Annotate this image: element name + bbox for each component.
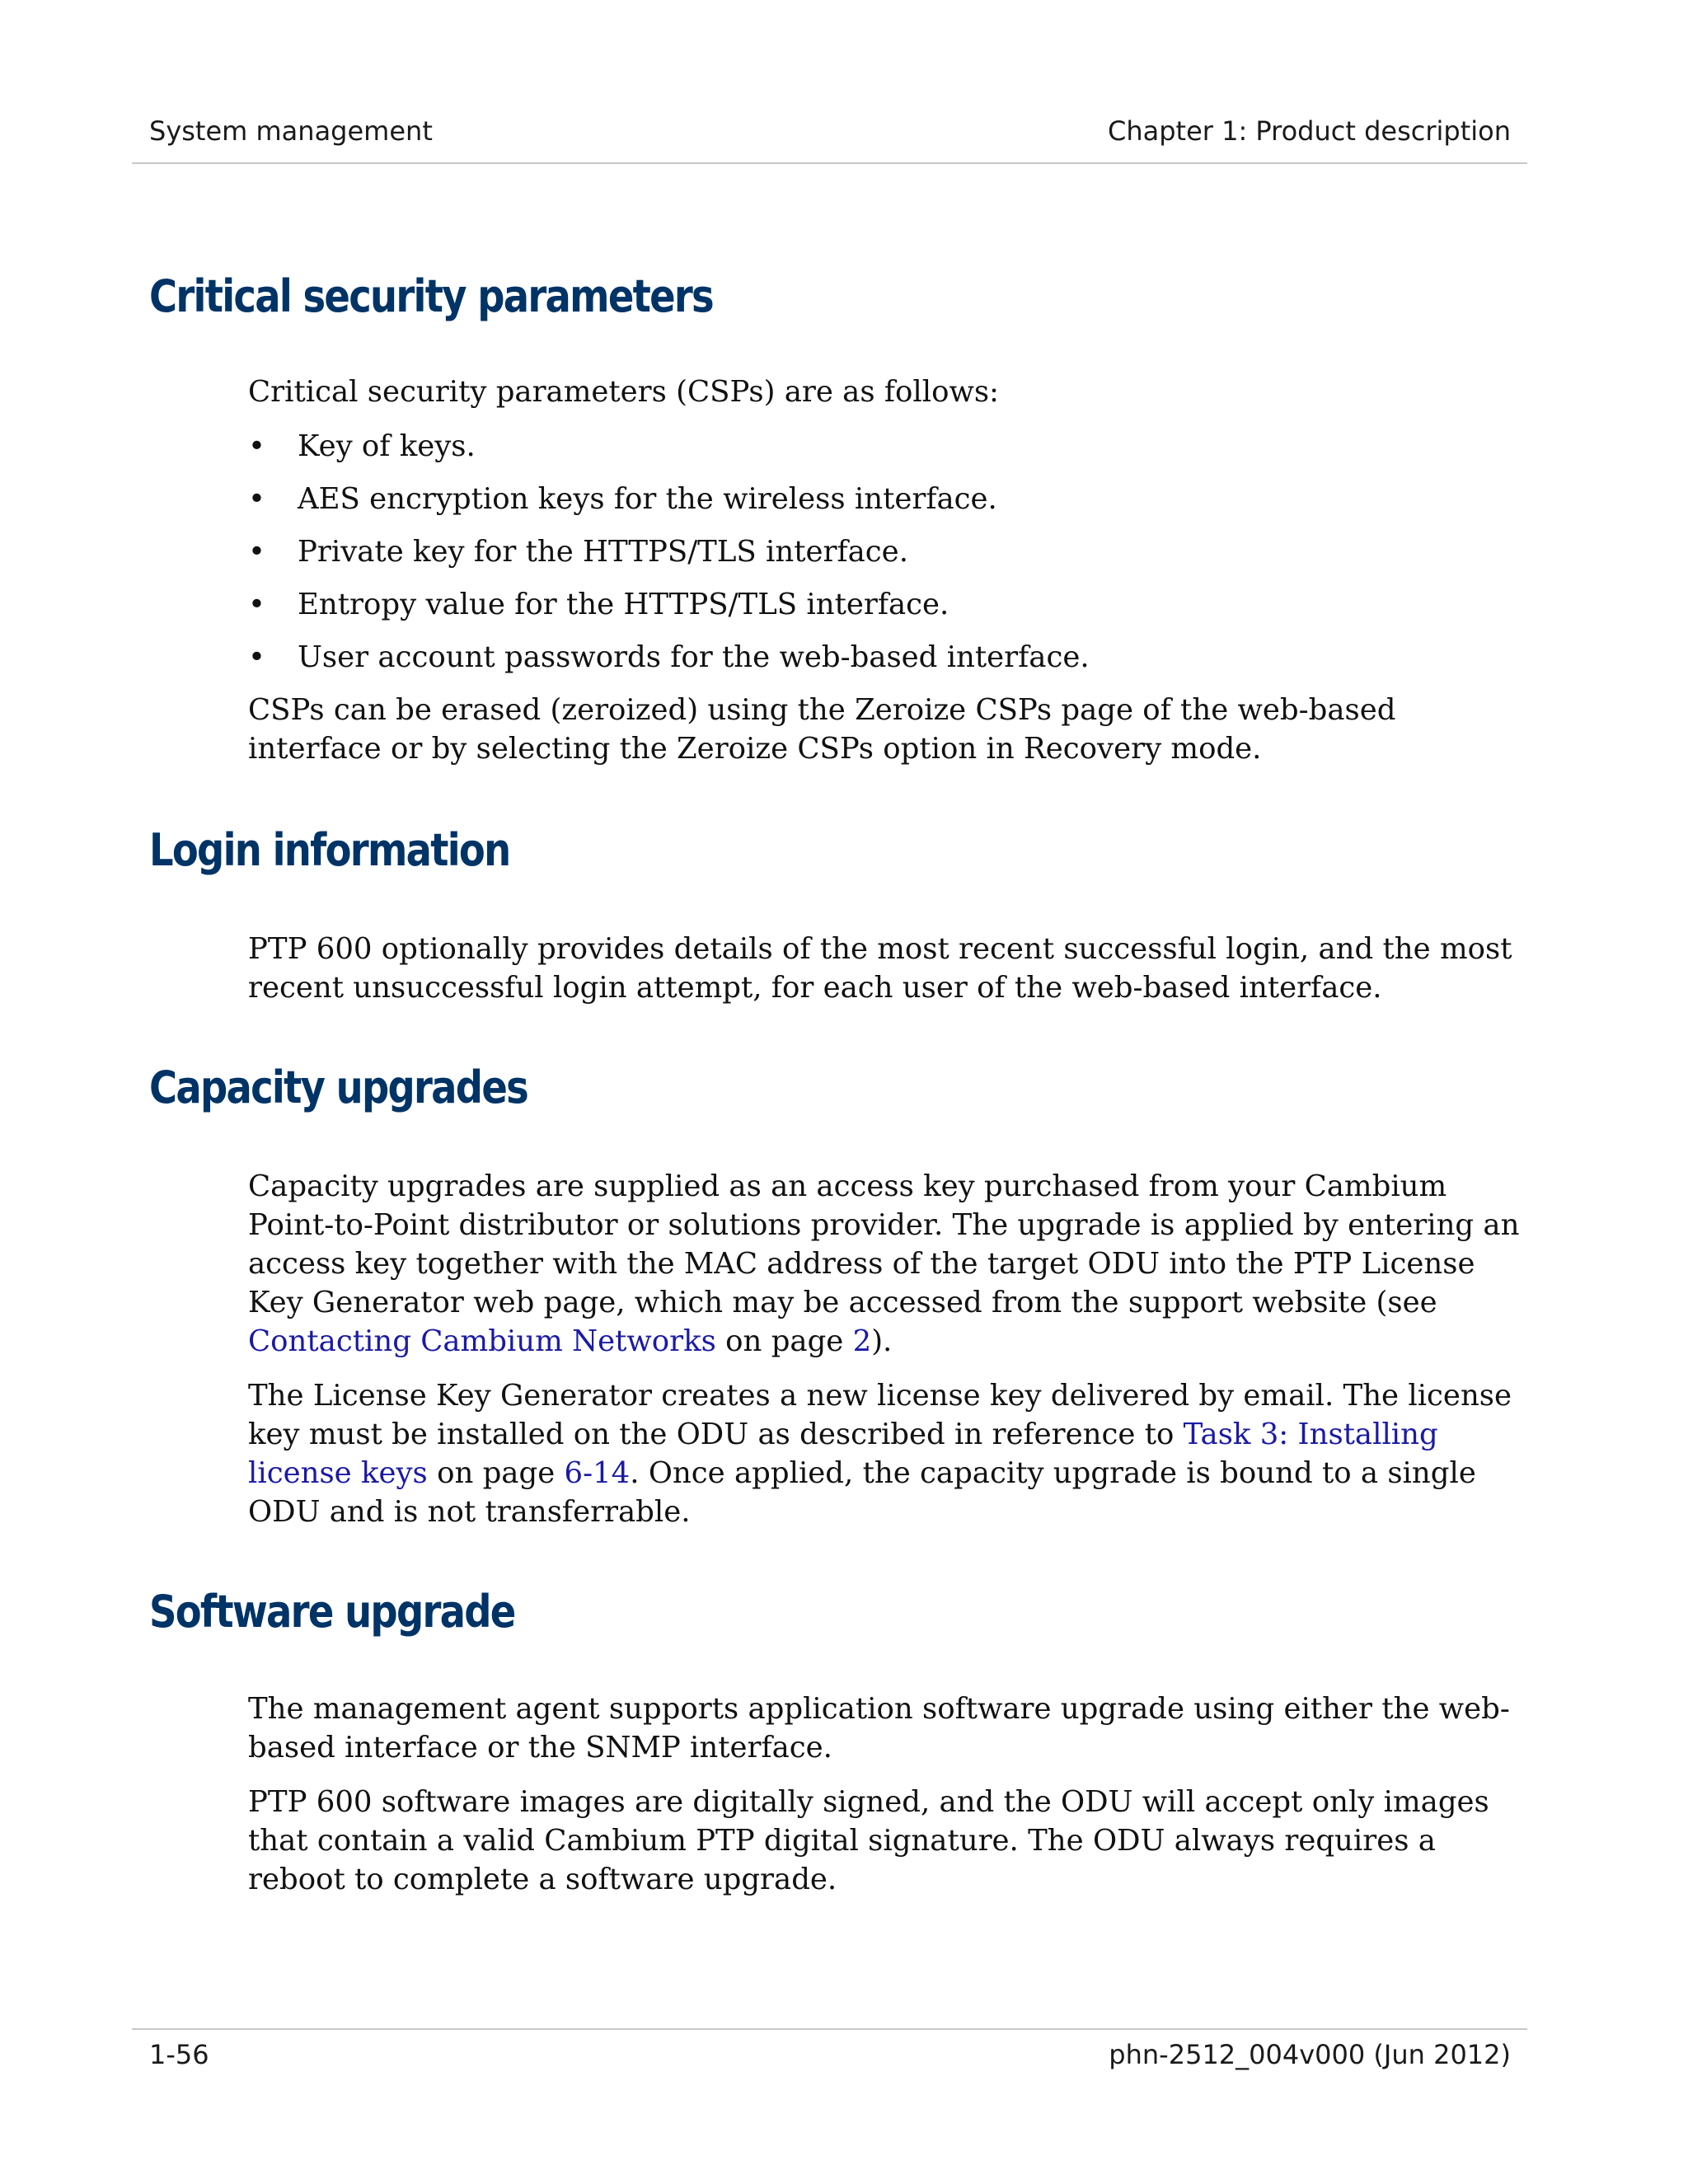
csp-outro: CSPs can be erased (zeroized) using the Zeroize CSPs page of the web-based interface or by selecting the Zeroize CSPs option in Recovery mode. [248, 693, 1396, 766]
header-section-title: System management [149, 115, 433, 147]
running-footer [149, 2039, 1511, 2072]
list-item-text: Entropy value for the HTTPS/TLS interface. [298, 588, 950, 621]
capacity-p1-text: Capacity upgrades are supplied as an access key purchased from your Cambium Point-to-Point distributor or solutions provider. The upgrade is applied by entering an access key together with the MAC address of the target ODU into the PTP License Key Generator web page, which may be accessed from the support website (see [248, 1169, 1520, 1319]
heading-capacity-upgrades: Capacity upgrades [149, 1062, 528, 1113]
bullet-icon: • [248, 640, 265, 674]
capacity-p2-end: . Once applied, the capacity upgrade is bound to a single ODU and is not transferrable. [248, 1456, 1476, 1529]
list-item [248, 480, 1534, 518]
csp-section-body [248, 373, 1534, 784]
page-2-link[interactable]: 2 [852, 1324, 872, 1358]
capacity-section-body [248, 1167, 1534, 1547]
login-paragraph: PTP 600 optionally provides details of the most recent successful login, and the most recent unsuccessful login attempt, for each user of the web-based interface. [248, 932, 1512, 1005]
list-item-text: Private key for the HTTPS/TLS interface. [298, 535, 908, 569]
header-chapter-title: Chapter 1: Product description [1107, 115, 1511, 147]
capacity-p2-mid: on page [427, 1456, 565, 1490]
bullet-icon: • [248, 482, 265, 516]
software-paragraph-1: The management agent supports application software upgrade using either the web-based interface or the SNMP interface. [248, 1692, 1510, 1765]
software-section-body [248, 1690, 1534, 1915]
page-6-14-link[interactable]: 6-14 [564, 1456, 631, 1490]
bullet-icon: • [248, 535, 265, 569]
bullet-icon: • [248, 429, 265, 463]
heading-software-upgrade: Software upgrade [149, 1586, 515, 1638]
list-item-text: AES encryption keys for the wireless interface. [298, 482, 997, 516]
capacity-p2-text: The License Key Generator creates a new license key delivered by email. The license key must be installed on the ODU as described in reference to [248, 1379, 1512, 1451]
list-item [248, 532, 1534, 571]
contacting-cambium-link[interactable]: Contacting Cambium Networks [248, 1324, 716, 1358]
installing-license-keys-link[interactable]: Task 3: Installing license keys [248, 1418, 1438, 1490]
heading-critical-security-parameters: Critical security parameters [149, 270, 713, 322]
list-item [248, 585, 1534, 624]
list-item [248, 427, 1534, 466]
bullet-icon: • [248, 588, 265, 621]
capacity-paragraph-2 [248, 1376, 1534, 1531]
page-number: 1-56 [149, 2039, 209, 2070]
capacity-p1-end: ). [871, 1324, 893, 1358]
login-section-body [248, 930, 1534, 1023]
heading-login-information: Login information [149, 824, 510, 876]
footer-divider [132, 2028, 1527, 2030]
list-item [248, 638, 1534, 677]
running-header [149, 115, 1511, 148]
csp-bullet-list [248, 427, 1534, 677]
list-item-text: Key of keys. [298, 429, 476, 463]
software-paragraph-2: PTP 600 software images are digitally signed, and the ODU will accept only images that contain a valid Cambium PTP digital signature. The ODU always requires a reboot to complete a software upgrade. [248, 1785, 1489, 1896]
capacity-paragraph-1 [248, 1167, 1534, 1361]
capacity-p1-mid: on page [715, 1324, 853, 1358]
list-item-text: User account passwords for the web-based interface. [298, 640, 1090, 674]
csp-intro: Critical security parameters (CSPs) are as follows: [248, 375, 1000, 409]
header-divider [132, 162, 1527, 164]
document-id: phn-2512_004v000 (Jun 2012) [1109, 2039, 1511, 2070]
